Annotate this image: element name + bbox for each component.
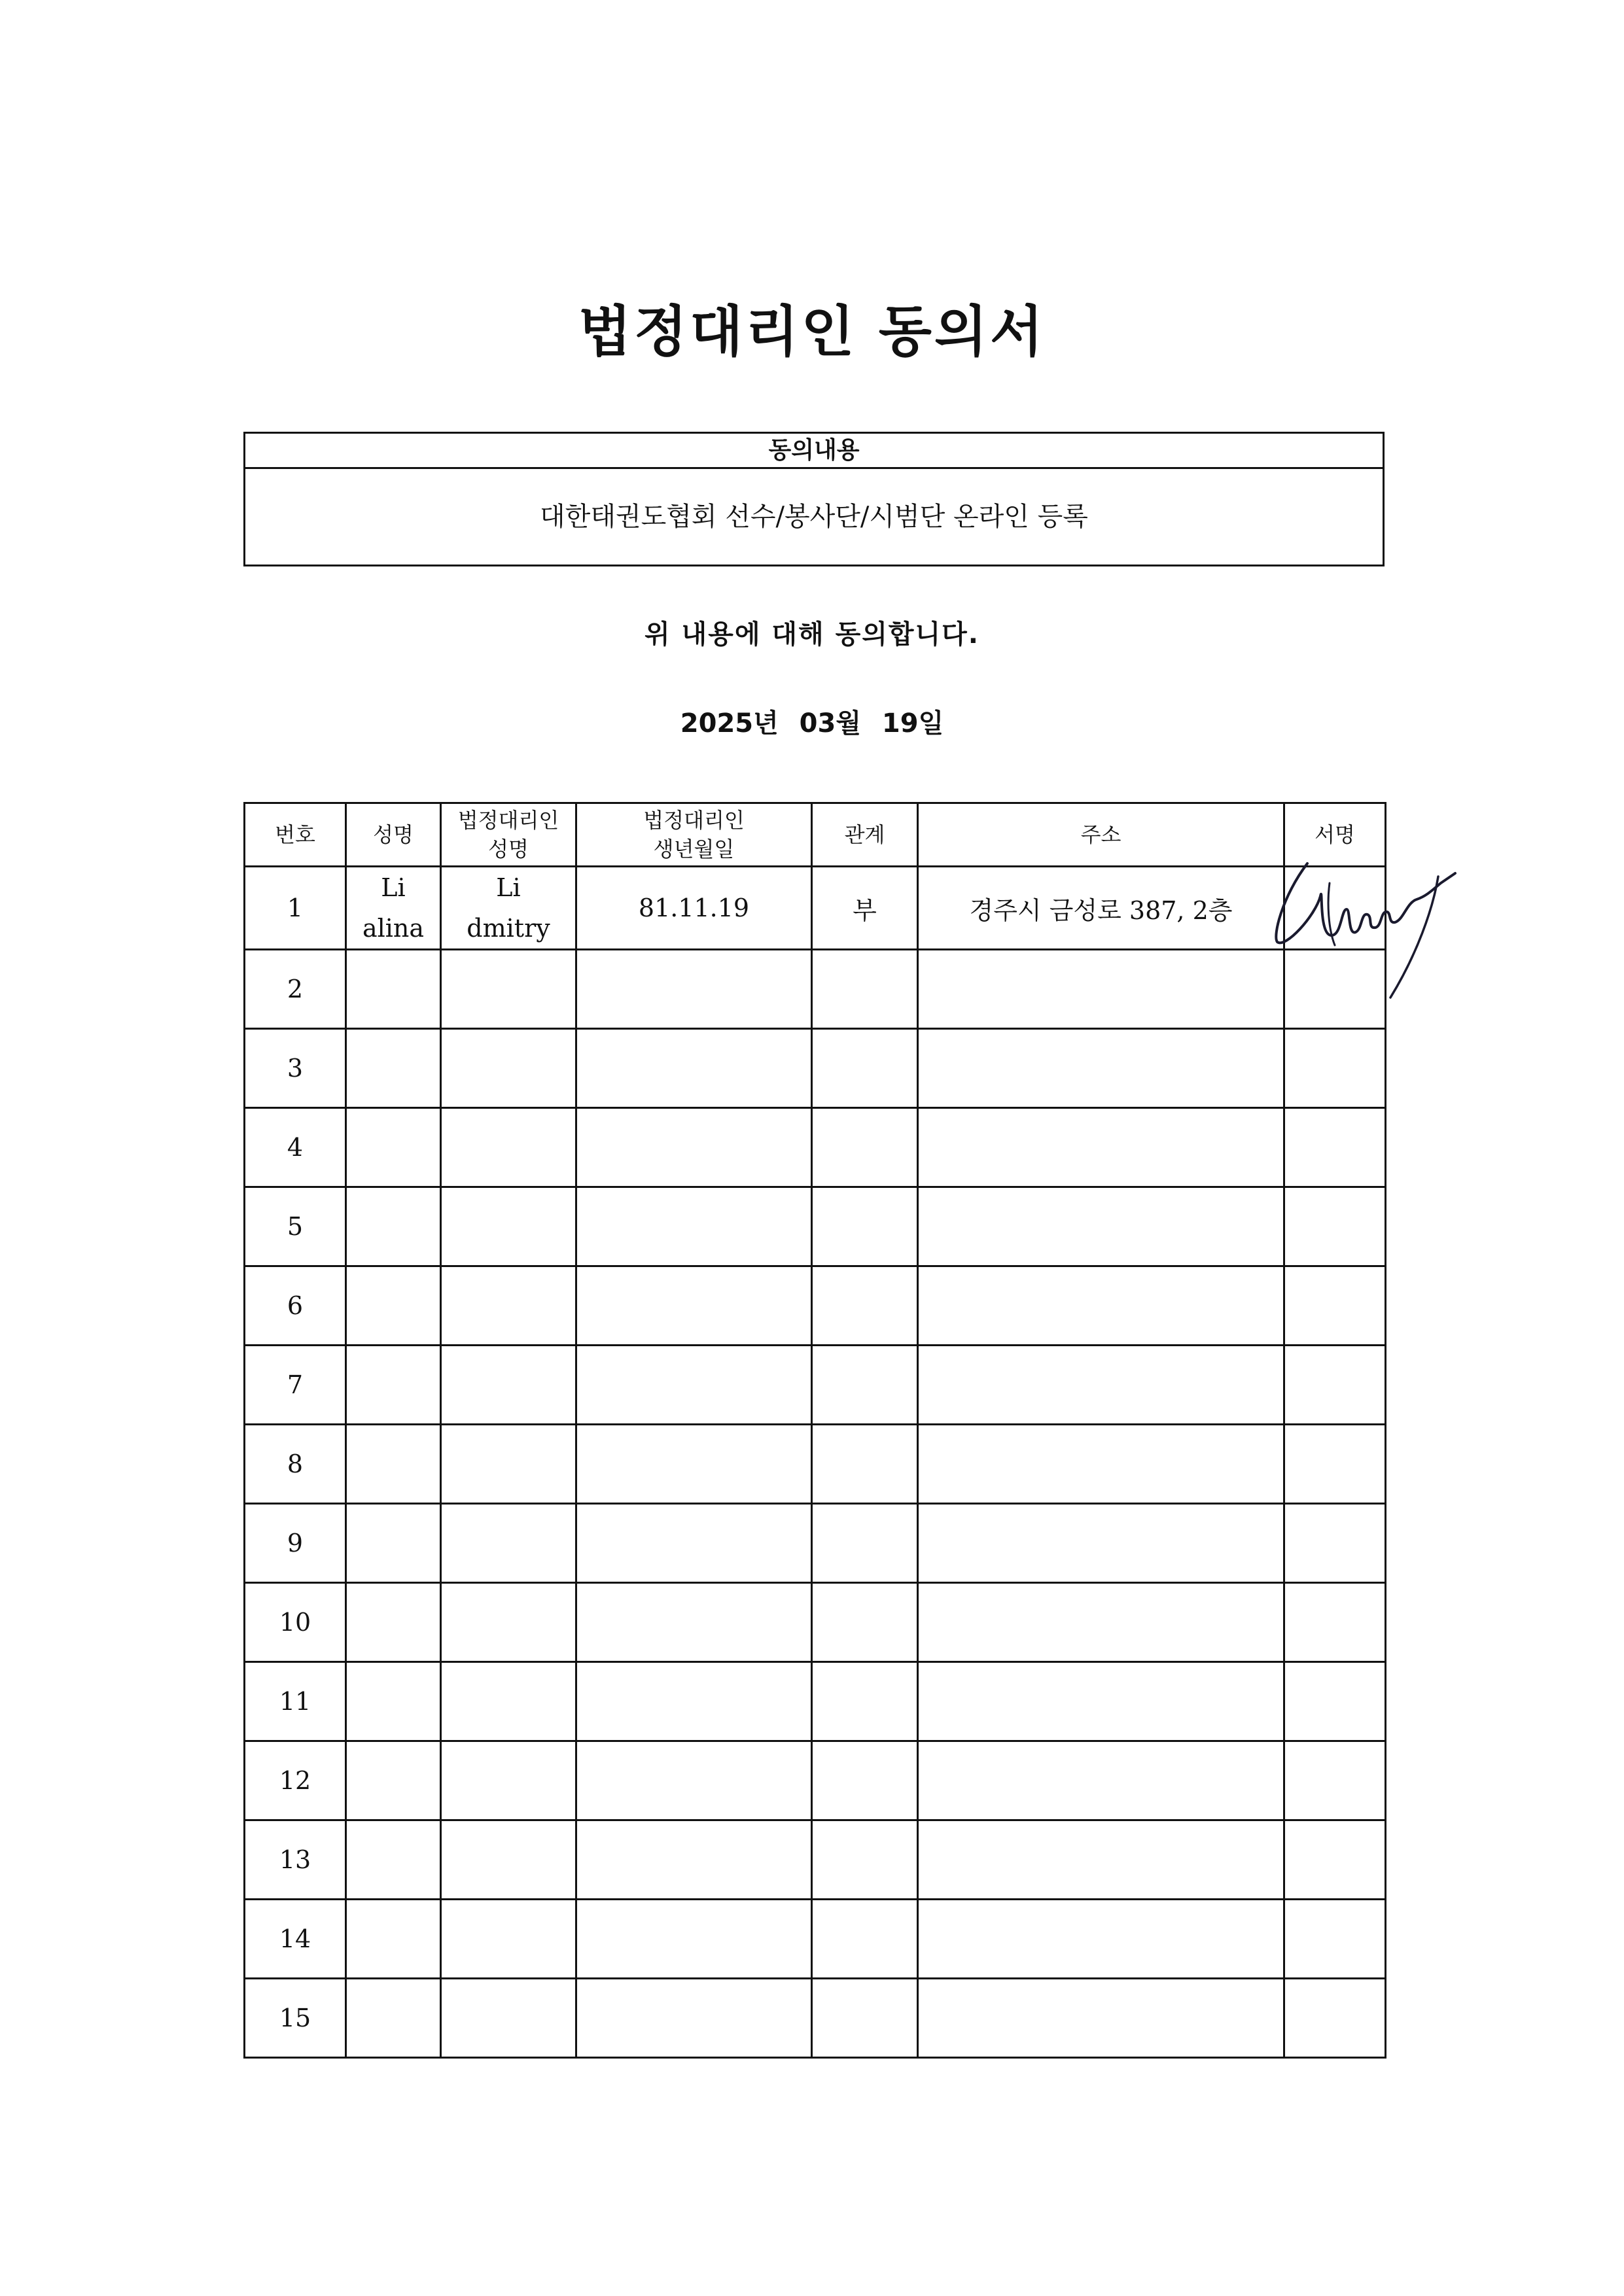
guardian-birthdate bbox=[576, 1979, 812, 2058]
guardian-birthdate bbox=[576, 950, 812, 1029]
relation bbox=[812, 1425, 918, 1504]
row-number: 9 bbox=[245, 1504, 346, 1583]
address bbox=[918, 1346, 1284, 1425]
guardian-birthdate bbox=[576, 1741, 812, 1820]
participant-name bbox=[346, 1266, 441, 1346]
signature-cell bbox=[1284, 1741, 1386, 1820]
relation: 부 bbox=[812, 867, 918, 950]
signature-cell bbox=[1284, 1346, 1386, 1425]
signature-cell bbox=[1284, 1504, 1386, 1583]
guardian-name bbox=[441, 1662, 576, 1741]
guardian-birthdate bbox=[576, 1425, 812, 1504]
document-title: 법정대리인 동의서 bbox=[578, 300, 1046, 364]
table-header-row bbox=[245, 803, 1386, 867]
table-row bbox=[245, 1900, 1386, 1979]
header-guardian-name: 법정대리인 성명 bbox=[441, 803, 576, 867]
address bbox=[918, 1900, 1284, 1979]
guardian-name bbox=[441, 1583, 576, 1662]
row-number: 14 bbox=[245, 1900, 346, 1979]
row-number: 2 bbox=[245, 950, 346, 1029]
table-row bbox=[245, 1187, 1386, 1266]
signature-cell bbox=[1284, 1583, 1386, 1662]
handwritten-signature bbox=[1269, 837, 1472, 1001]
guardian-name bbox=[441, 1504, 576, 1583]
guardian-birthdate bbox=[576, 1266, 812, 1346]
row-number: 1 bbox=[245, 867, 346, 950]
participant-name bbox=[346, 1979, 441, 2058]
table-row bbox=[245, 1583, 1386, 1662]
signature-cell bbox=[1284, 1900, 1386, 1979]
header-relation: 관계 bbox=[812, 803, 918, 867]
guardian-name bbox=[441, 1029, 576, 1108]
relation bbox=[812, 1346, 918, 1425]
guardian-name bbox=[441, 950, 576, 1029]
signature-cell bbox=[1284, 1425, 1386, 1504]
header-guardian-birth: 법정대리인 생년월일 bbox=[576, 803, 812, 867]
participant-name bbox=[346, 1820, 441, 1900]
table-row bbox=[245, 1108, 1386, 1187]
row-number: 12 bbox=[245, 1741, 346, 1820]
table-row bbox=[245, 950, 1386, 1029]
row-number: 11 bbox=[245, 1662, 346, 1741]
row-number: 10 bbox=[245, 1583, 346, 1662]
participant-name bbox=[346, 1662, 441, 1741]
guardian-table bbox=[243, 802, 1386, 2059]
signature-cell bbox=[1284, 1266, 1386, 1346]
row-number: 6 bbox=[245, 1266, 346, 1346]
guardian-birthdate bbox=[576, 1662, 812, 1741]
address bbox=[918, 1187, 1284, 1266]
consent-content: 대한태권도협회 선수/봉사단/시범단 온라인 등록 bbox=[540, 502, 1088, 532]
address bbox=[918, 1108, 1284, 1187]
relation bbox=[812, 1662, 918, 1741]
header-name: 성명 bbox=[346, 803, 441, 867]
participant-name bbox=[346, 1346, 441, 1425]
consent-date: 2025년 03월 19일 bbox=[680, 708, 944, 739]
relation bbox=[812, 1820, 918, 1900]
relation bbox=[812, 1979, 918, 2058]
row-number: 3 bbox=[245, 1029, 346, 1108]
relation bbox=[812, 1583, 918, 1662]
participant-name bbox=[346, 1108, 441, 1187]
participant-name bbox=[346, 1425, 441, 1504]
row-number: 15 bbox=[245, 1979, 346, 2058]
guardian-birthdate bbox=[576, 1187, 812, 1266]
participant-name bbox=[346, 1583, 441, 1662]
address bbox=[918, 1662, 1284, 1741]
signature-cell bbox=[1284, 1820, 1386, 1900]
table-row bbox=[245, 1029, 1386, 1108]
table-row bbox=[245, 1425, 1386, 1504]
table-row bbox=[245, 1266, 1386, 1346]
signature-cell bbox=[1284, 1979, 1386, 2058]
consent-box bbox=[243, 432, 1385, 566]
table-row bbox=[245, 1346, 1386, 1425]
guardian-birthdate bbox=[576, 1504, 812, 1583]
relation bbox=[812, 950, 918, 1029]
guardian-name bbox=[441, 1900, 576, 1979]
relation bbox=[812, 1187, 918, 1266]
row-number: 5 bbox=[245, 1187, 346, 1266]
signature-cell bbox=[1284, 1108, 1386, 1187]
table-row bbox=[245, 1820, 1386, 1900]
participant-name bbox=[346, 950, 441, 1029]
address bbox=[918, 1266, 1284, 1346]
table-row bbox=[245, 1662, 1386, 1741]
address bbox=[918, 1583, 1284, 1662]
address bbox=[918, 1029, 1284, 1108]
guardian-name bbox=[441, 1108, 576, 1187]
row-number: 7 bbox=[245, 1346, 346, 1425]
relation bbox=[812, 1029, 918, 1108]
relation bbox=[812, 1900, 918, 1979]
header-no: 번호 bbox=[245, 803, 346, 867]
consent-header: 동의내용 bbox=[245, 434, 1383, 469]
relation bbox=[812, 1108, 918, 1187]
guardian-name bbox=[441, 1979, 576, 2058]
guardian-birthdate bbox=[576, 1583, 812, 1662]
guardian-name bbox=[441, 1741, 576, 1820]
participant-name bbox=[346, 1187, 441, 1266]
row-number: 13 bbox=[245, 1820, 346, 1900]
guardian-name bbox=[441, 1266, 576, 1346]
relation bbox=[812, 1741, 918, 1820]
address: 경주시 금성로 387, 2층 bbox=[918, 867, 1284, 950]
relation bbox=[812, 1504, 918, 1583]
row-number: 4 bbox=[245, 1108, 346, 1187]
table-row bbox=[245, 1741, 1386, 1820]
guardian-birthdate bbox=[576, 1820, 812, 1900]
table-row bbox=[245, 1504, 1386, 1583]
row-number: 8 bbox=[245, 1425, 346, 1504]
participant-name bbox=[346, 1029, 441, 1108]
guardian-name bbox=[441, 1425, 576, 1504]
participant-name bbox=[346, 1504, 441, 1583]
guardian-birthdate: 81.11.19 bbox=[576, 867, 812, 950]
address bbox=[918, 1741, 1284, 1820]
signature-cell bbox=[1284, 1029, 1386, 1108]
guardian-birthdate bbox=[576, 1029, 812, 1108]
participant-name bbox=[346, 1900, 441, 1979]
address bbox=[918, 1425, 1284, 1504]
header-signature: 서명 bbox=[1284, 803, 1386, 867]
guardian-name bbox=[441, 1187, 576, 1266]
signature-cell bbox=[1284, 1662, 1386, 1741]
guardian-name bbox=[441, 1820, 576, 1900]
guardian-name bbox=[441, 1346, 576, 1425]
address bbox=[918, 1820, 1284, 1900]
signature-cell bbox=[1284, 1187, 1386, 1266]
participant-name: Li alina bbox=[346, 867, 441, 950]
address bbox=[918, 1979, 1284, 2058]
table-row bbox=[245, 867, 1386, 950]
agreement-statement: 위 내용에 대해 동의합니다. bbox=[644, 619, 980, 650]
guardian-name: Li dmitry bbox=[441, 867, 576, 950]
table-row bbox=[245, 1979, 1386, 2058]
address bbox=[918, 1504, 1284, 1583]
address bbox=[918, 950, 1284, 1029]
header-address: 주소 bbox=[918, 803, 1284, 867]
guardian-birthdate bbox=[576, 1900, 812, 1979]
participant-name bbox=[346, 1741, 441, 1820]
guardian-birthdate bbox=[576, 1108, 812, 1187]
guardian-birthdate bbox=[576, 1346, 812, 1425]
relation bbox=[812, 1266, 918, 1346]
